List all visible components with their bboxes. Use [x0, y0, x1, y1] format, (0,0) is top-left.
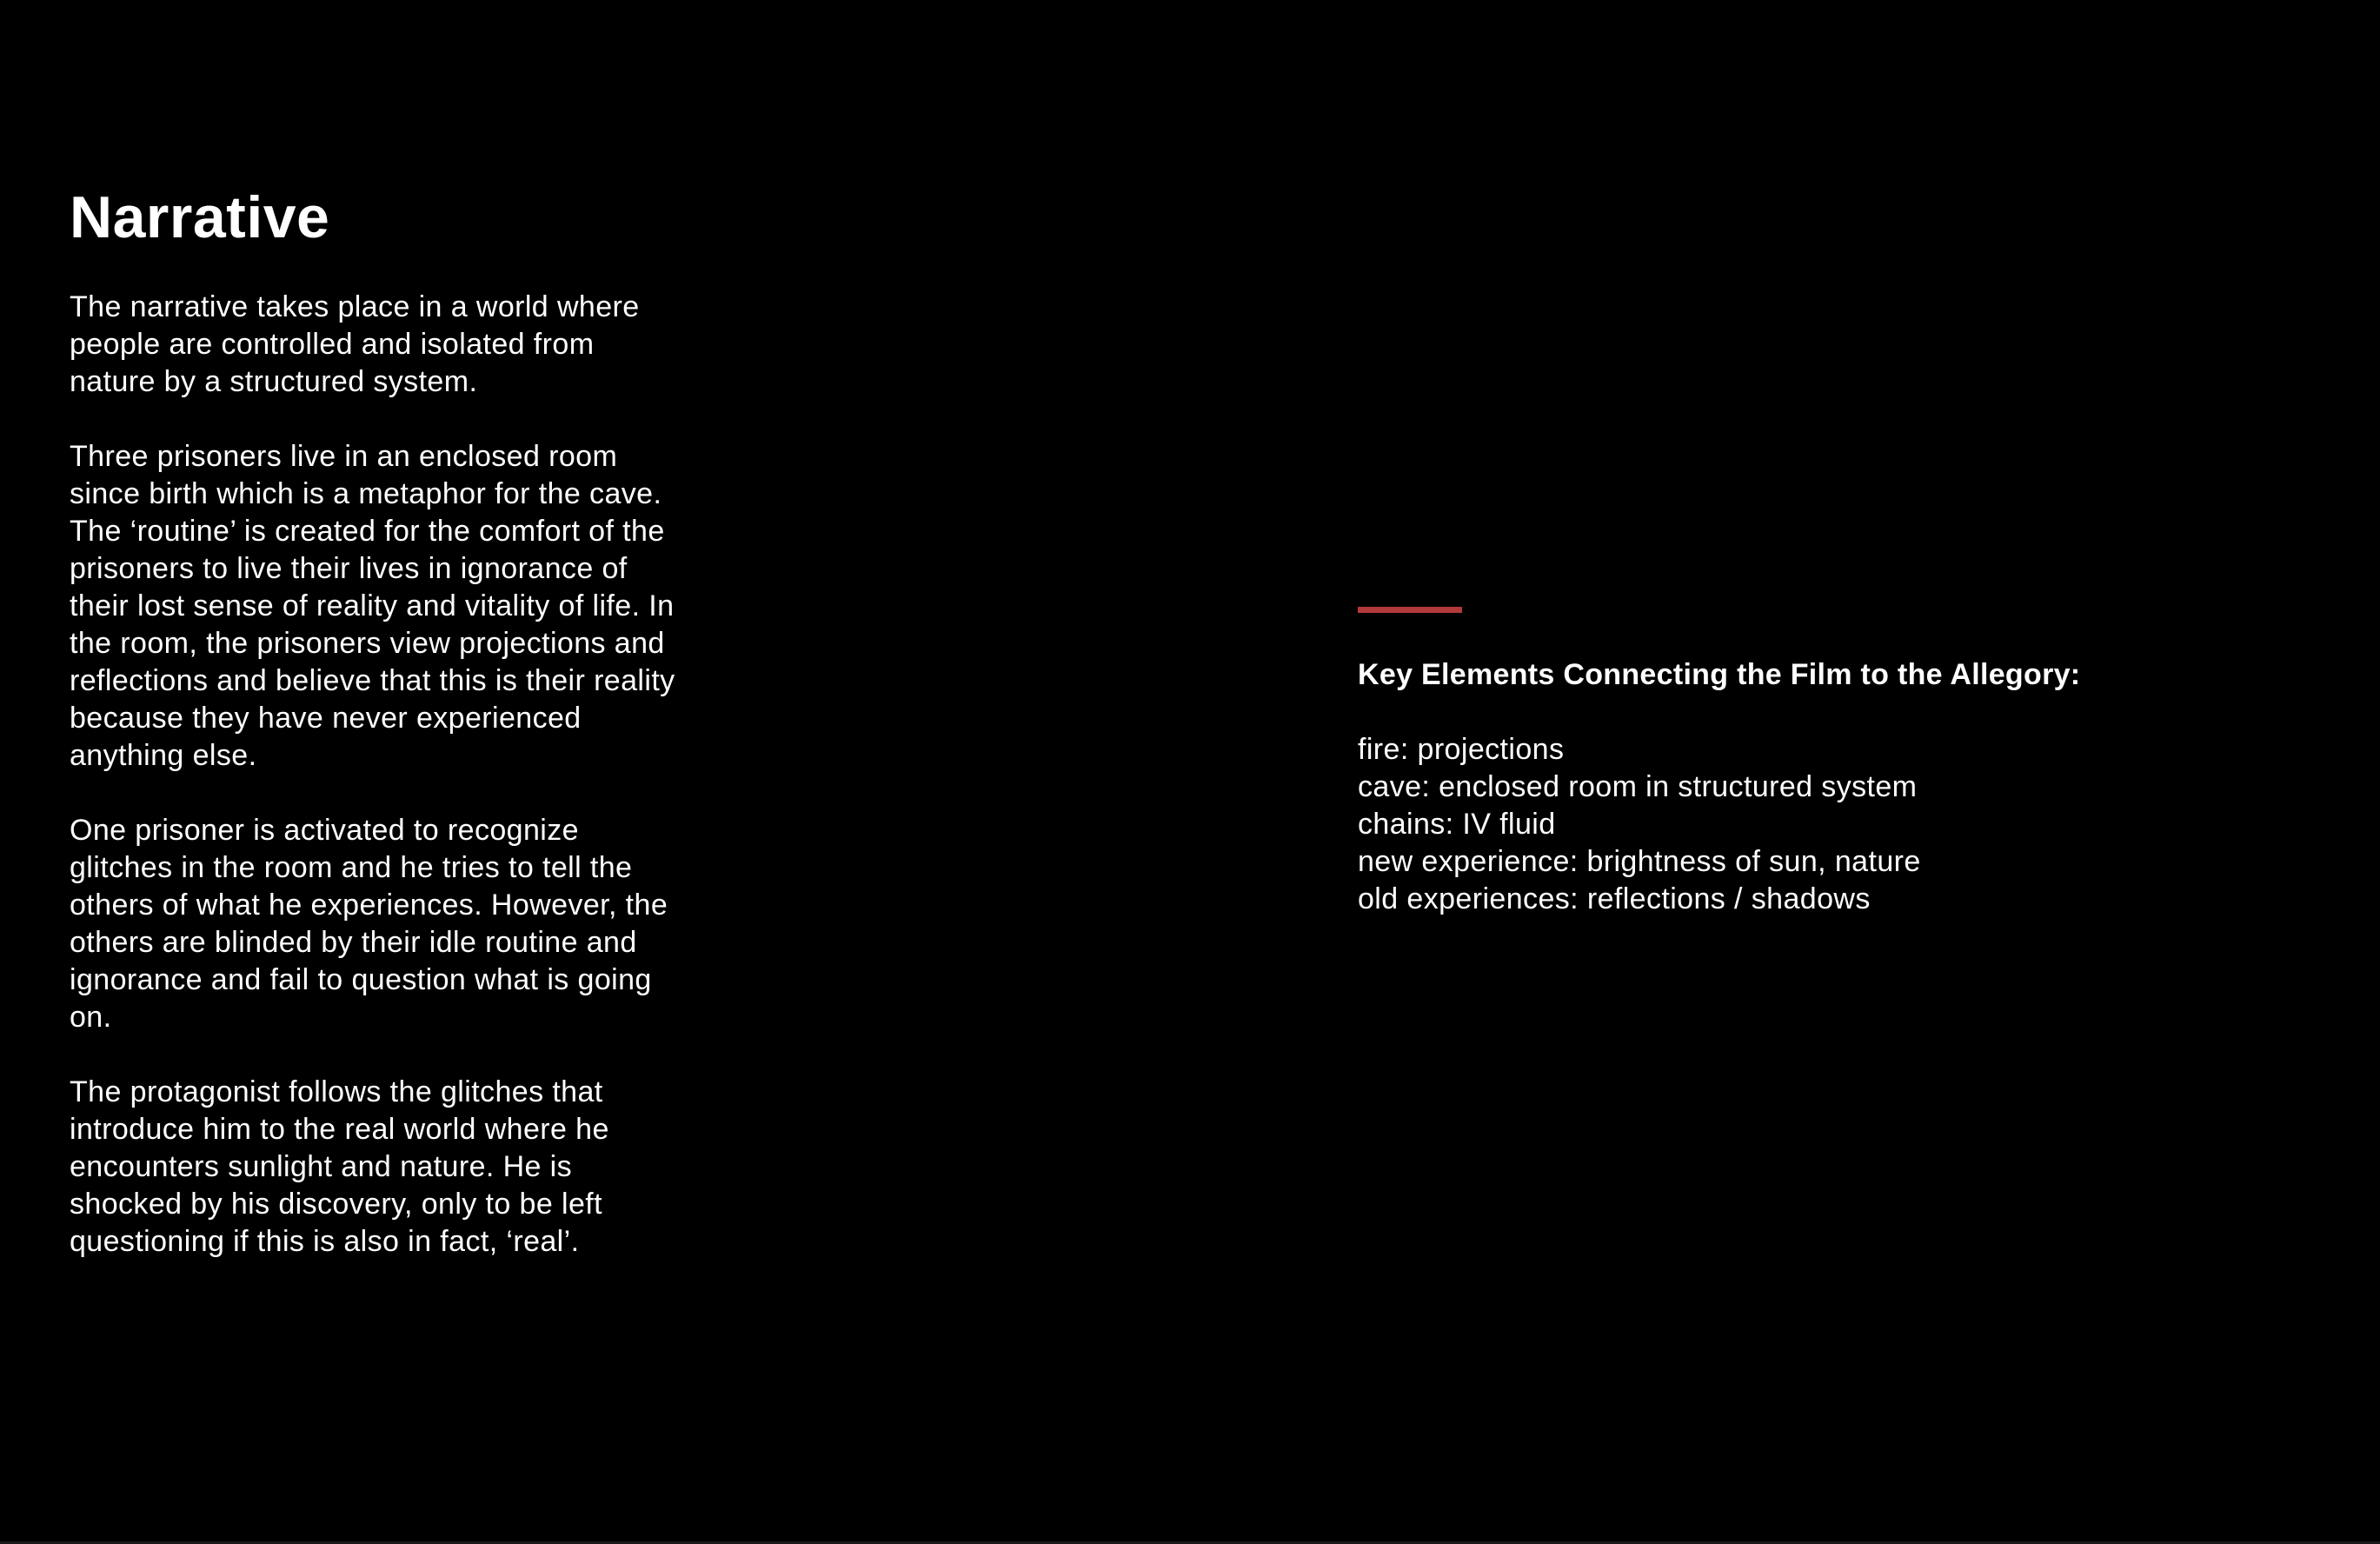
key-elements-section [1358, 607, 2314, 918]
key-elements-heading: Key Elements Connecting the Film to the Allegory: [1358, 658, 2081, 691]
accent-divider [1358, 607, 1462, 613]
narrative-title: Narrative [70, 184, 330, 250]
narrative-paragraph: The narrative takes place in a world where people are controlled and isolated from nature by a structured system. [70, 290, 640, 398]
narrative-section [70, 183, 678, 1298]
narrative-paragraph: Three prisoners live in an enclosed room since birth which is a metaphor for the cave. The ‘routine’ is created for the comfort of the prisoners to live their lives in ignorance of their lost sense of reality and vitality of life. In the room, the prisoners view projections and reflections and believe that this is their reality because they have never experienced anything else. [70, 440, 675, 772]
key-element-item: fire: projections [1358, 733, 1565, 766]
key-element-item: cave: enclosed room in structured system [1358, 770, 1918, 803]
key-element-item: old experiences: reflections / shadows [1358, 882, 1871, 915]
key-element-item: new experience: brightness of sun, nature [1358, 845, 1921, 878]
narrative-paragraph: One prisoner is activated to recognize glitches in the room and he tries to tell the others of what he experiences. However, the others are blinded by their idle routine and ignorance and fail to question what is going on. [70, 814, 668, 1034]
narrative-paragraph: The protagonist follows the glitches that introduce him to the real world where he encounters sunlight and nature. He is shocked by his discovery, only to be left questioning if this is also in fact, ‘real’. [70, 1075, 609, 1258]
key-elements-list [1358, 731, 2314, 918]
key-element-item: chains: IV fluid [1358, 808, 1556, 841]
